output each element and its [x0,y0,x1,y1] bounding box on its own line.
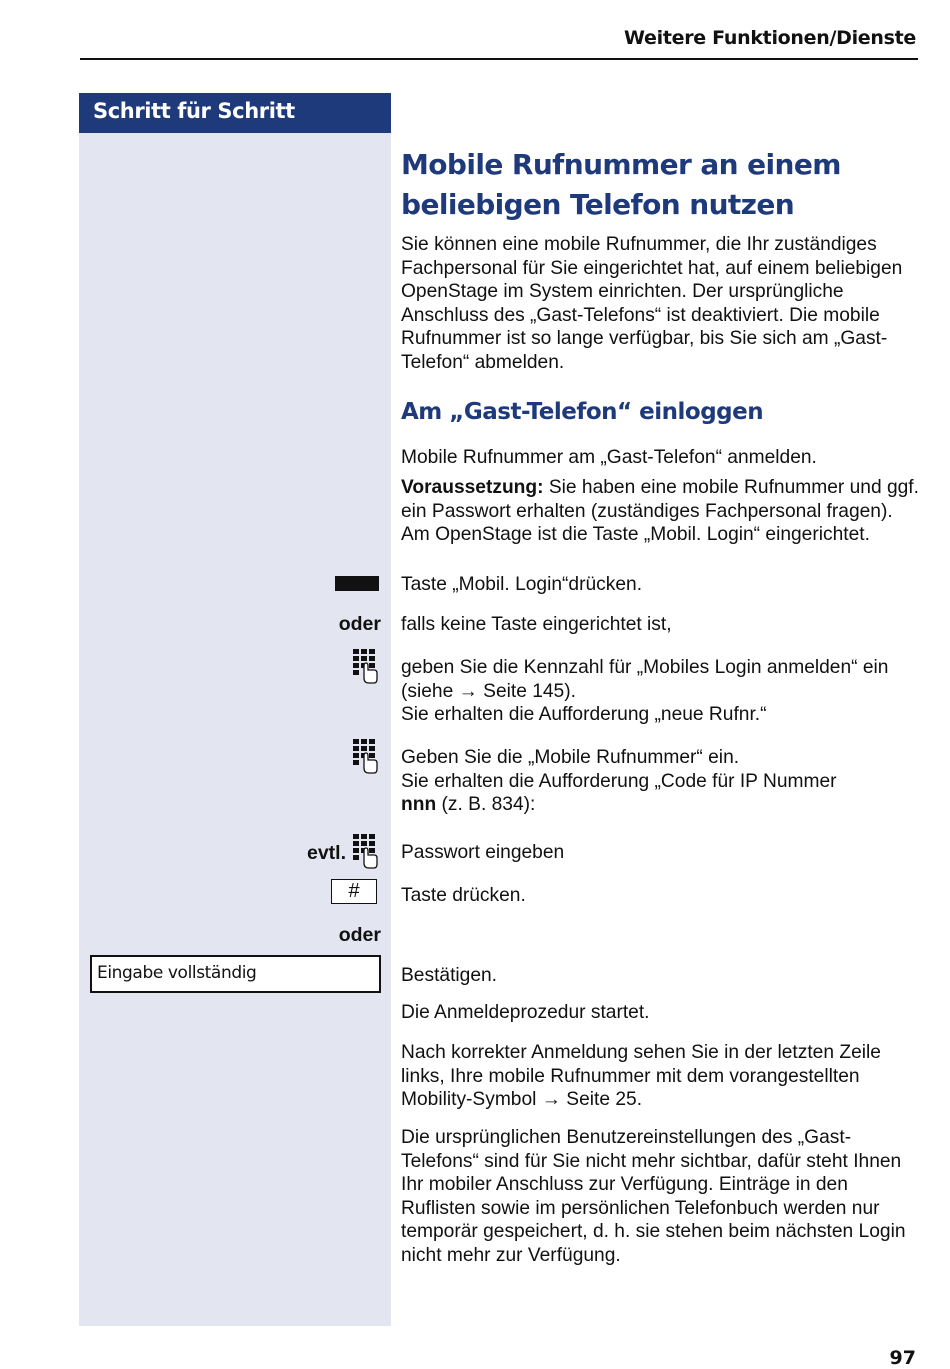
step-after-login [401,1041,921,1112]
step-confirm: Bestätigen. [401,965,498,986]
arrow-right-icon: → [541,1089,561,1110]
prerequisite [401,476,921,547]
display-option-box [90,955,381,993]
step-enter-mobile-text: Geben Sie die „Mobile Rufnummer“ ein. [401,747,740,768]
final-note: Die ursprünglichen Benutzereinstellungen des „Gast-Telefons“ sind für Sie nicht mehr sichtbar, dafür steht Ihnen Ihr mobiler Anschluss zur Verfügung. Einträge in den Ruflisten sowie im persönlichen Telefonbuch werden nur temporär gespeichert, d. h. sie stehen beim nächsten Login nicht mehr zur Verfügung. [401,1127,906,1266]
step-enter-code [401,656,921,727]
sidebar-panel [79,93,391,1326]
page-title: Mobile Rufnummer an einem beliebigen Telefon nutzen [401,148,841,221]
section-heading: Am „Gast-Telefon“ einloggen [401,399,764,425]
page-ref-145[interactable]: Seite 145). [483,680,576,702]
oder-label: oder [338,613,381,635]
oder-label: oder [338,924,381,946]
keypad-icon [352,648,378,684]
arrow-right-icon: → [458,680,478,702]
step-after-login-text: Nach korrekter Anmeldung sehen Sie in der letzten Zeile links, Ihre mobile Rufnummer mit dem vorangestellten Mobility-Symbol [401,1042,881,1110]
page-ref-25[interactable]: Seite 25. [566,1089,643,1110]
evtl-label: evtl. [306,842,346,864]
step-enter-mobile-bold: nnn [401,794,437,815]
step-enter-mobile-example: (z. B. 834): [436,794,536,815]
step-password: Passwort eingeben [401,842,565,863]
prerequisite-label: Voraussetzung: [401,477,544,498]
prerequisite-text: Sie haben eine mobile Rufnummer und ggf. ein Passwort erhalten (zuständiges Fachpersonal fragen). Am OpenStage ist die Taste „Mobil. Login“ eingerichtet. [401,477,919,545]
hash-key-icon: # [331,879,377,904]
running-header: Weitere Funktionen/Dienste [624,27,916,49]
step-no-key: falls keine Taste eingerichtet ist, [401,614,672,635]
display-option-text: Eingabe vollständig [97,963,257,983]
step-enter-mobile [401,746,921,817]
step-enter-mobile-prompt: Sie erhalten die Aufforderung „Code für IP Nummer [401,770,837,792]
step-press-key: Taste drücken. [401,885,526,906]
step-procedure: Die Anmeldeprozedur startet. [401,1002,650,1023]
keypad-icon [352,833,378,869]
sidebar-header [79,93,391,133]
page-number: 97 [889,1347,916,1369]
function-key-icon [335,576,379,591]
step-enter-code-prompt: Sie erhalten die Aufforderung „neue Rufnr.“ [401,704,767,725]
section-intro: Mobile Rufnummer am „Gast-Telefon“ anmelden. [401,447,817,468]
step-enter-code-text: geben Sie die Kennzahl für „Mobiles Login anmelden“ ein (siehe [401,657,889,702]
step-key-login: Taste „Mobil. Login“drücken. [401,574,643,595]
header-rule [80,58,918,60]
sidebar-title: Schritt für Schritt [93,99,295,123]
intro-paragraph: Sie können eine mobile Rufnummer, die Ihr zuständiges Fachpersonal für Sie eingerichtet hat, auf einem beliebigen OpenStage im System einrichten. Der ursprüngliche Anschluss des „Gast-Telefons“ ist deaktiviert. Die mobile Rufnummer ist so lange verfügbar, bis Sie sich am „Gast-Telefon“ abmelden. [401,234,903,373]
keypad-icon [352,738,378,774]
